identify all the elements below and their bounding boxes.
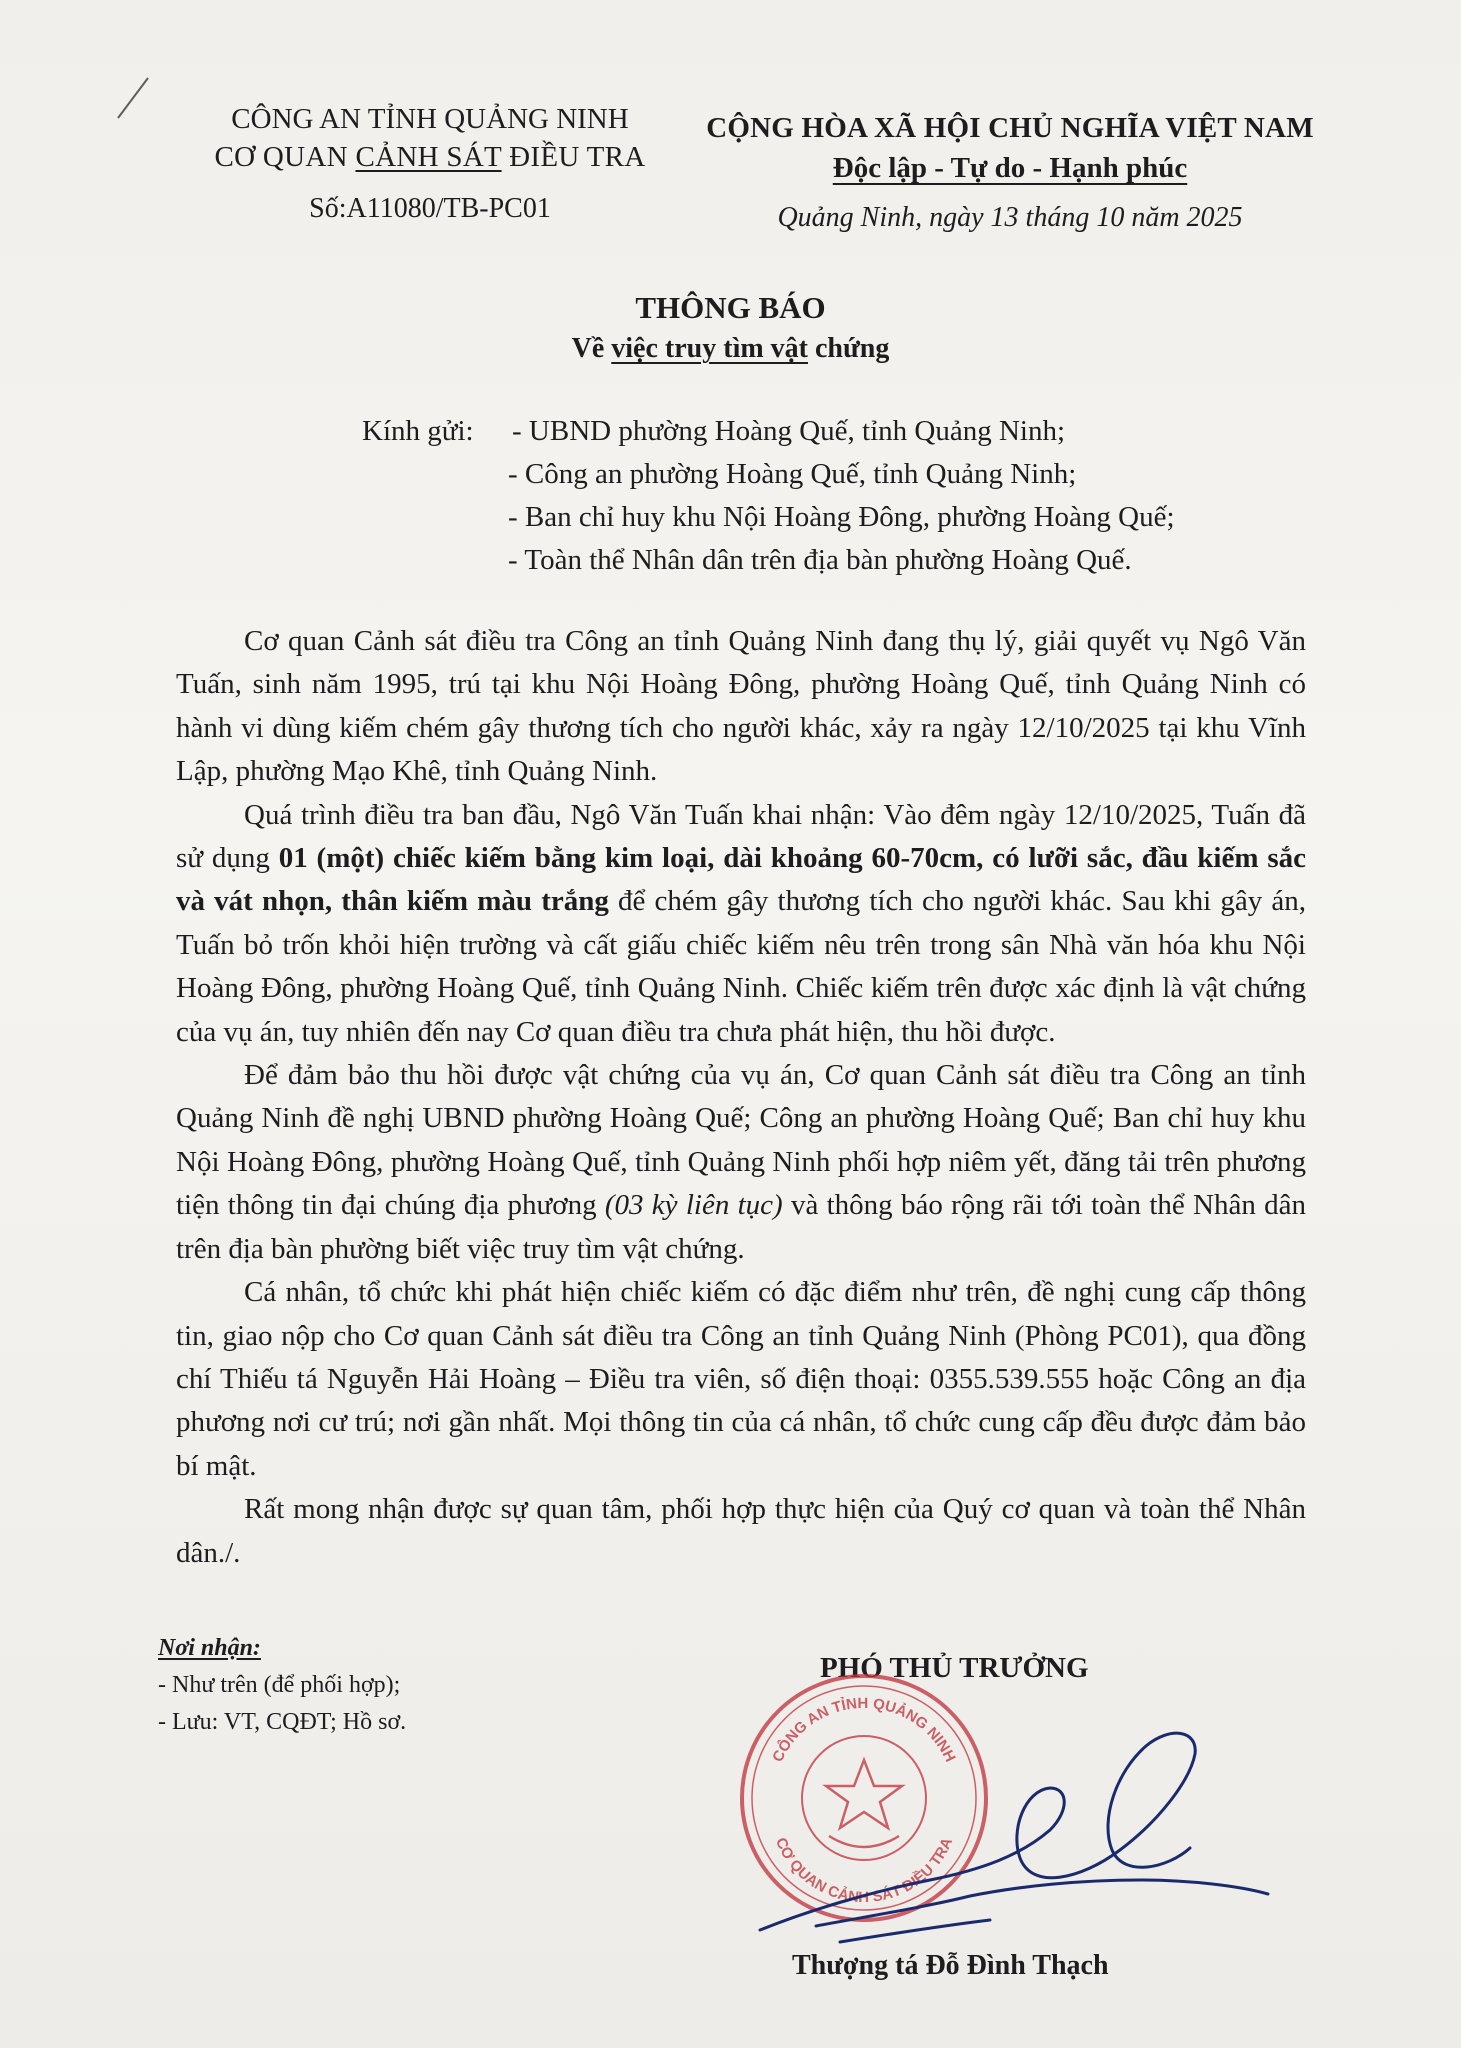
notice-body: [176, 620, 1306, 1575]
handwritten-signature: [720, 1680, 1280, 1970]
nation-name: CỘNG HÒA XÃ HỘI CHỦ NGHĨA VIỆT NAM: [706, 112, 1314, 144]
body-paragraph-3: Để đảm bảo thu hồi được vật chứng của vụ án, Cơ quan Cảnh sát điều tra Công an tỉnh Quảng Ninh đề nghị UBND phường Hoàng Quế; Công an phường Hoàng Quế; Ban chỉ huy khu Nội Hoàng Đông, phường Hoàng Quế, tỉnh Quảng Ninh phối hợp niêm yết, đăng tải trên phương tiện thông tin đại chúng địa phương (03 kỳ liên tục) và thông báo rộng rãi tới toàn thể Nhân dân trên địa bàn phường biết việc truy tìm vật chứng.: [176, 1059, 1306, 1265]
receivers-block: [158, 1630, 618, 1741]
recipient-item: - Ban chỉ huy khu Nội Hoàng Đông, phường Hoàng Quế;: [508, 501, 1175, 533]
office-name: CƠ QUAN CẢNH SÁT ĐIỀU TRA: [214, 141, 646, 173]
receiver-item: - Như trên (để phối hợp);: [158, 1672, 401, 1698]
body-paragraph-5: Rất mong nhận được sự quan tâm, phối hợp thực hiện của Quý cơ quan và toàn thể Nhân dân./.: [176, 1493, 1306, 1569]
header-agency-block: [200, 100, 660, 228]
weapon-description: 01 (một) chiếc kiếm bằng kim loại, dài khoảng 60-70cm, có lưỡi sắc, đầu kiếm sắc và vát nhọn, thân kiếm màu trắng: [176, 842, 1306, 918]
header-nation-block: [680, 108, 1340, 238]
signer-name: Thượng tá Đỗ Đình Thạch: [792, 1950, 1109, 1981]
receiver-item: - Lưu: VT, CQĐT; Hồ sơ.: [158, 1709, 407, 1735]
recipient-item: - Toàn thể Nhân dân trên địa bàn phường Hoàng Quế.: [508, 544, 1132, 576]
agency-name: CÔNG AN TỈNH QUẢNG NINH: [231, 103, 629, 135]
recipient-row: [362, 410, 1342, 453]
recipient-item: - UBND phường Hoàng Quế, tỉnh Quảng Ninh;: [512, 415, 1065, 447]
body-paragraph-2: Quá trình điều tra ban đầu, Ngô Văn Tuấn khai nhận: Vào đêm ngày 12/10/2025, Tuấn đã sử dụng 01 (một) chiếc kiếm bằng kim loại, dài khoảng 60-70cm, có lưỡi sắc, đầu kiếm sắc và vát nhọn, thân kiếm màu trắng để chém gây thương tích cho người khác. Sau khi gây án, Tuấn bỏ trốn khỏi hiện trường và cất giấu chiếc kiếm nêu trên trong sân Nhà văn hóa khu Nội Hoàng Đông, phường Hoàng Quế, tỉnh Quảng Ninh. Chiếc kiếm trên được xác định là vật chứng của vụ án, tuy nhiên đến nay Cơ quan điều tra chưa phát hiện, thu hồi được.: [176, 798, 1306, 1048]
receivers-heading: Nơi nhận:: [158, 1635, 261, 1661]
paper-scratch-mark: [112, 74, 152, 124]
document-date: Quảng Ninh, ngày 13 tháng 10 năm 2025: [777, 202, 1243, 233]
document-title: THÔNG BÁO: [635, 290, 826, 325]
seal-text-bottom: CƠ QUAN CẢNH SÁT ĐIỀU TRA: [771, 1835, 957, 1907]
document-subtitle: Về việc truy tìm vật chứng: [571, 333, 890, 364]
recipient-item: - Công an phường Hoàng Quế, tỉnh Quảng Ninh;: [508, 458, 1077, 490]
recipients-block: [362, 410, 1342, 582]
body-paragraph-4: Cá nhân, tổ chức khi phát hiện chiếc kiếm có đặc điểm như trên, đề nghị cung cấp thông tin, giao nộp cho Cơ quan Cảnh sát điều tra Công an tỉnh Quảng Ninh (Phòng PC01), qua đồng chí Thiếu tá Nguyễn Hải Hoàng – Điều tra viên, số điện thoại: 0355.539.555 hoặc Công an địa phương nơi cư trú; nơi gần nhất. Mọi thông tin của cá nhân, tổ chức cung cấp đều được đảm bảo bí mật.: [176, 1276, 1306, 1482]
document-number: Số:A11080/TB-PC01: [309, 193, 551, 224]
body-paragraph-1: Cơ quan Cảnh sát điều tra Công an tỉnh Quảng Ninh đang thụ lý, giải quyết vụ Ngô Văn Tuấn, sinh năm 1995, trú tại khu Nội Hoàng Đông, phường Hoàng Quế, tỉnh Quảng Ninh có hành vi dùng kiếm chém gây thương tích cho người khác, xảy ra ngày 12/10/2025 tại khu Vĩnh Lập, phường Mạo Khê, tỉnh Quảng Ninh.: [176, 625, 1306, 788]
seal-text-top: CÔNG AN TỈNH QUẢNG NINH: [769, 1694, 959, 1765]
motto-line: Độc lập - Tự do - Hạnh phúc: [832, 152, 1188, 184]
signer-position: PHÓ THỦ TRƯỞNG: [820, 1652, 1089, 1684]
recipients-label: Kính gửi:: [362, 415, 474, 447]
